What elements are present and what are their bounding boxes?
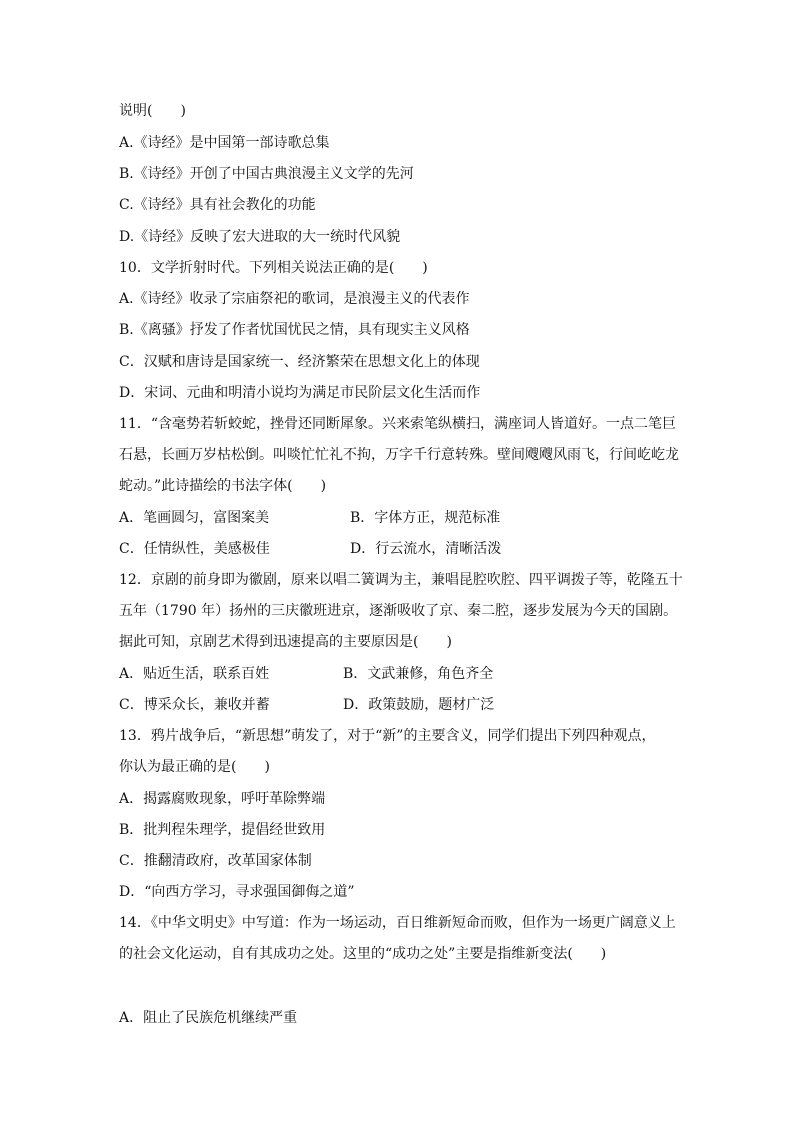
q9-option-d: D.《诗经》反映了宏大进取的大一统时代风貌 (119, 229, 401, 245)
q10-option-c: C．汉赋和唐诗是国家统一、经济繁荣在思想文化上的体现 (119, 354, 480, 370)
q11-option-b: B．字体方正，规范标准 (350, 510, 501, 526)
q9-option-b: B.《诗经》开创了中国古典浪漫主义文学的先河 (119, 166, 414, 182)
q11-stem-line-2: 石悬，长画万岁枯松倒。叫啖忙忙礼不拘，万字千行意转殊。壁间飕飕风雨飞，行间屹屹龙 (119, 447, 679, 463)
q11-stem-line-3: 蛇动。”此诗描绘的书法字体( ) (119, 478, 327, 494)
q12-option-d: D．政策鼓励，题材广泛 (343, 697, 495, 713)
q12-stem-line-2: 五年（1790 年）扬州的三庆徽班进京，逐渐吸收了京、秦二腔，逐步发展为今天的国剧。 (119, 603, 678, 619)
q13-option-d: D．“向西方学习，寻求强国御侮之道” (119, 884, 355, 900)
q9-stem-end: 说明( ) (119, 103, 186, 119)
q13-option-b: B．批判程朱理学，提倡经世致用 (119, 822, 326, 838)
q14-stem-line-2: 的社会文化运动，自有其成功之处。这里的“成功之处”主要是指维新变法( ) (119, 946, 607, 962)
q13-stem-line-2: 你认为最正确的是( ) (119, 759, 270, 775)
q12-option-b: B．文武兼修，角色齐全 (343, 666, 494, 682)
q10-option-a: A.《诗经》收录了宗庙祭祀的歌词，是浪漫主义的代表作 (119, 291, 470, 307)
q12-option-a: A．贴近生活，联系百姓 (119, 666, 270, 682)
q12-stem-line-3: 据此可知，京剧艺术得到迅速提高的主要原因是( ) (119, 634, 452, 650)
q11-stem-line-1: 11．“含毫势若斩蛟蛇，挫骨还同断犀象。兴来索笔纵横扫，满座词人皆道好。一点二笔巨 (119, 416, 676, 432)
q10-option-b: B.《离骚》抒发了作者忧国忧民之情，具有现实主义风格 (119, 322, 470, 338)
q10-option-d: D．宋词、元曲和明清小说均为满足市民阶层文化生活而作 (119, 385, 481, 401)
q11-option-d: D．行云流水，清晰活泼 (350, 541, 502, 557)
q9-option-a: A.《诗经》是中国第一部诗歌总集 (119, 135, 330, 151)
q13-option-c: C．推翻清政府，改革国家体制 (119, 853, 312, 869)
q10-stem: 10．文学折射时代。下列相关说法正确的是( ) (119, 260, 428, 276)
q13-stem-line-1: 13．鸦片战争后，“新思想”萌发了，对于“新”的主要含义，同学们提出下列四种观点， (119, 728, 656, 744)
q11-option-c: C．任情纵性，美感极佳 (119, 541, 270, 557)
q9-option-c: C.《诗经》具有社会教化的功能 (119, 197, 316, 213)
q12-stem-line-1: 12．京剧的前身即为徽剧，原来以唱二簧调为主，兼唱昆腔吹腔、四平调拨子等，乾隆五十 (119, 572, 683, 588)
q13-option-a: A．揭露腐败现象，呼吁革除弊端 (119, 791, 326, 807)
q14-stem-line-1: 14．《中华文明史》中写道：作为一场运动，百日维新短命而败，但作为一场更广阔意义上 (119, 915, 676, 931)
q11-option-a: A．笔画圆匀，富图案美 (119, 510, 270, 526)
q12-option-c: C．博采众长，兼收并蓄 (119, 697, 270, 713)
q14-option-a: A．阻止了民族危机继续严重 (119, 1010, 298, 1026)
